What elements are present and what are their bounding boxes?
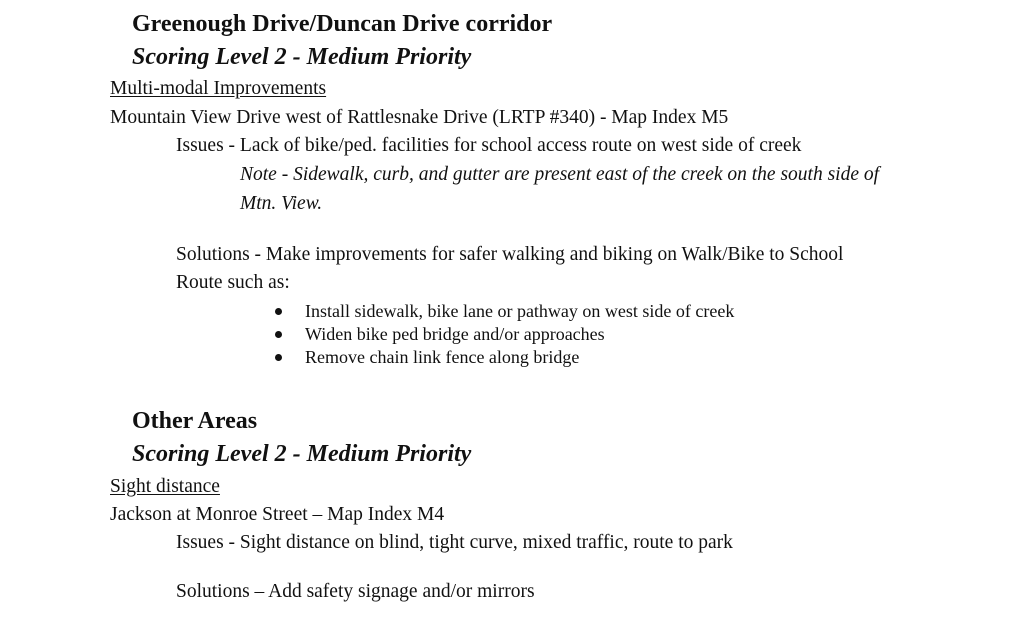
- category-sight-distance: Sight distance: [110, 476, 220, 497]
- priority-heading-other-areas: Scoring Level 2 - Medium Priority: [132, 441, 472, 467]
- location-mountain-view: Mountain View Drive west of Rattlesnake Drive (LRTP #340) - Map Index M5: [110, 107, 729, 128]
- solutions-line-2: Route such as:: [176, 272, 290, 293]
- note-line-2: Mtn. View.: [240, 193, 323, 214]
- bullet-item: Remove chain link fence along bridge: [272, 346, 734, 369]
- bullet-item: Widen bike ped bridge and/or approaches: [272, 323, 734, 346]
- solutions-line-1: Solutions - Make improvements for safer walking and biking on Walk/Bike to School: [176, 244, 844, 265]
- section-title-other-areas: Other Areas: [132, 408, 258, 434]
- location-jackson-monroe: Jackson at Monroe Street – Map Index M4: [110, 504, 445, 525]
- issues-jackson-monroe: Issues - Sight distance on blind, tight curve, mixed traffic, route to park: [176, 532, 733, 553]
- solutions-bullet-list: [272, 300, 734, 369]
- section-title-greenough: Greenough Drive/Duncan Drive corridor: [132, 11, 553, 37]
- category-multimodal: Multi-modal Improvements: [110, 78, 327, 99]
- bullet-item: Install sidewalk, bike lane or pathway on west side of creek: [272, 300, 734, 323]
- priority-heading-greenough: Scoring Level 2 - Medium Priority: [132, 44, 472, 70]
- issues-mountain-view: Issues - Lack of bike/ped. facilities for school access route on west side of creek: [176, 135, 802, 156]
- solutions-jackson-monroe: Solutions – Add safety signage and/or mirrors: [176, 581, 535, 602]
- note-line-1: Note - Sidewalk, curb, and gutter are present east of the creek on the south side of: [240, 164, 880, 185]
